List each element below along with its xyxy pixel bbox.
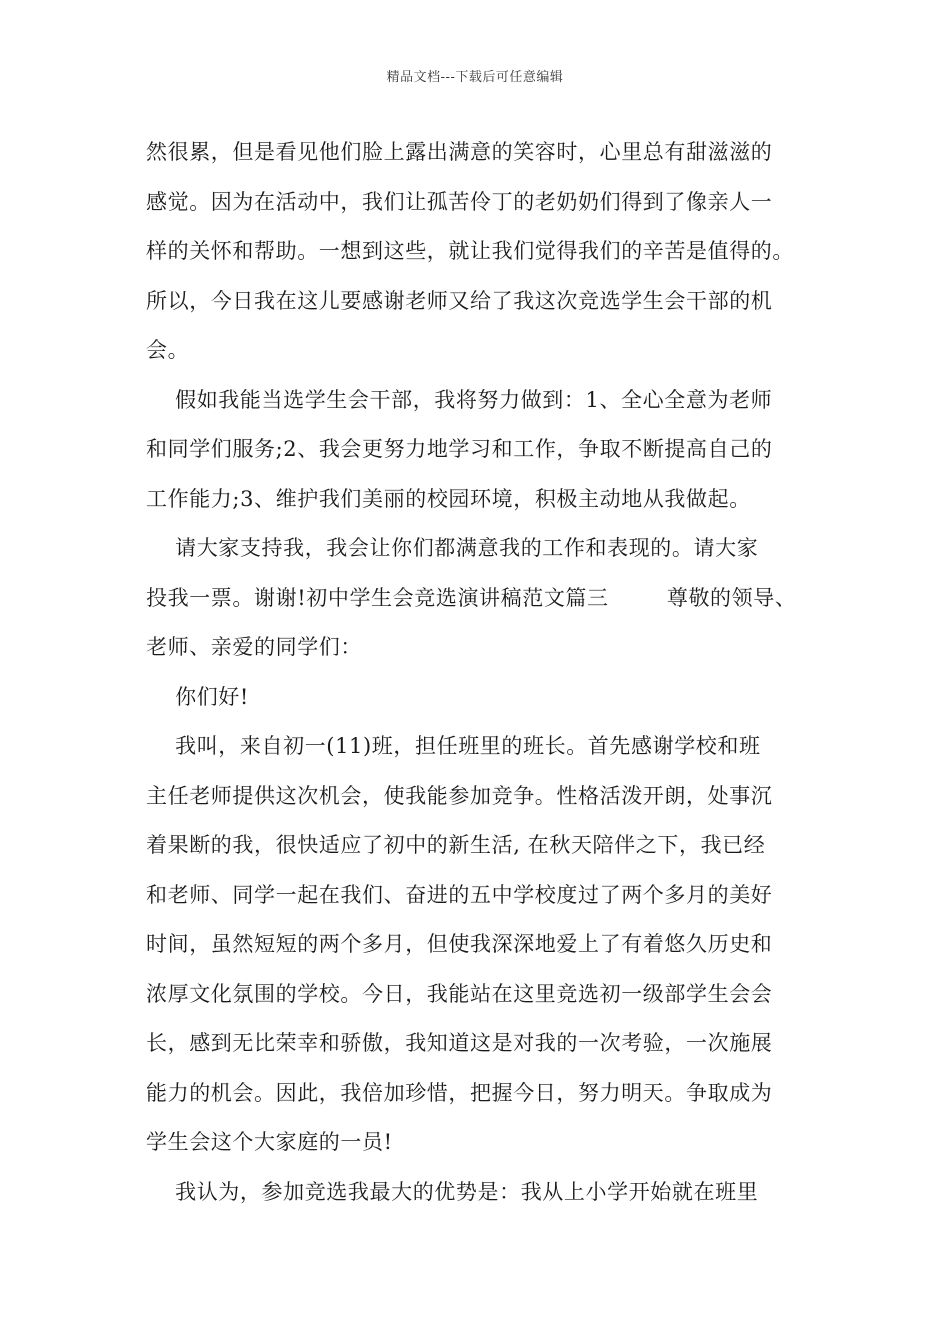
text-line: 和老师、同学一起在我们、奋进的五中学校度过了两个多月的美好 [146, 882, 773, 907]
text-line: 样的关怀和帮助。一想到这些，就让我们觉得我们的辛苦是值得的。 [146, 239, 794, 263]
text-line: 然很累，但是看见他们脸上露出满意的笑容时，心里总有甜滋滋的 [146, 140, 773, 164]
text-line: 会。 [146, 338, 190, 362]
text-line: 所以，今日我在这儿要感谢老师又给了我这次竞选学生会干部的机 [146, 288, 773, 313]
text-line: 长，感到无比荣幸和骄傲，我知道这是对我的一次考验，一次施展 [146, 1031, 773, 1055]
document-body [146, 128, 826, 1217]
text-line: 学生会这个大家庭的一员! [146, 1130, 393, 1154]
text-line: 感觉。因为在活动中，我们让孤苦伶丁的老奶奶们得到了像亲人一 [146, 189, 773, 214]
text-line: 时间，虽然短短的两个多月，但使我深深地爱上了有着悠久历史和 [146, 932, 773, 956]
text-line: 主任老师提供这次机会，使我能参加竞争。性格活泼开朗，处事沉 [146, 783, 773, 808]
text-line: 浓厚文化氛围的学校。今日，我能站在这里竞选初一级部学生会会 [146, 981, 773, 1006]
text-line: 老师、亲爱的同学们： [146, 635, 362, 659]
text-line: 我认为，参加竞选我最大的优势是：我从上小学开始就在班里 [146, 1179, 759, 1204]
text-line: 请大家支持我，我会让你们都满意我的工作和表现的。请大家 [146, 536, 759, 560]
text-line: 我叫，来自初一(11)班，担任班里的班长。首先感谢学校和班 [146, 734, 761, 758]
text-line: 和同学们服务;2、我会更努力地学习和工作，争取不断提高自己的 [146, 437, 773, 461]
text-line: 能力的机会。因此，我倍加珍惜，把握今日，努力明天。争取成为 [146, 1080, 773, 1105]
text-line: 工作能力;3、维护我们美丽的校园环境，积极主动地从我做起。 [146, 486, 751, 511]
page-header: 精品文档---下载后可任意编辑 [386, 70, 564, 85]
text-line: 假如我能当选学生会干部，我将努力做到：1、全心全意为老师 [146, 387, 773, 412]
text-line: 你们好! [146, 684, 249, 709]
text-line: 投我一票。谢谢!初中学生会竞选演讲稿范文篇三 尊敬的领导、 [146, 585, 797, 610]
text-line: 着果断的我，很快适应了初中的新生活, 在秋天陪伴之下，我已经 [146, 833, 766, 857]
